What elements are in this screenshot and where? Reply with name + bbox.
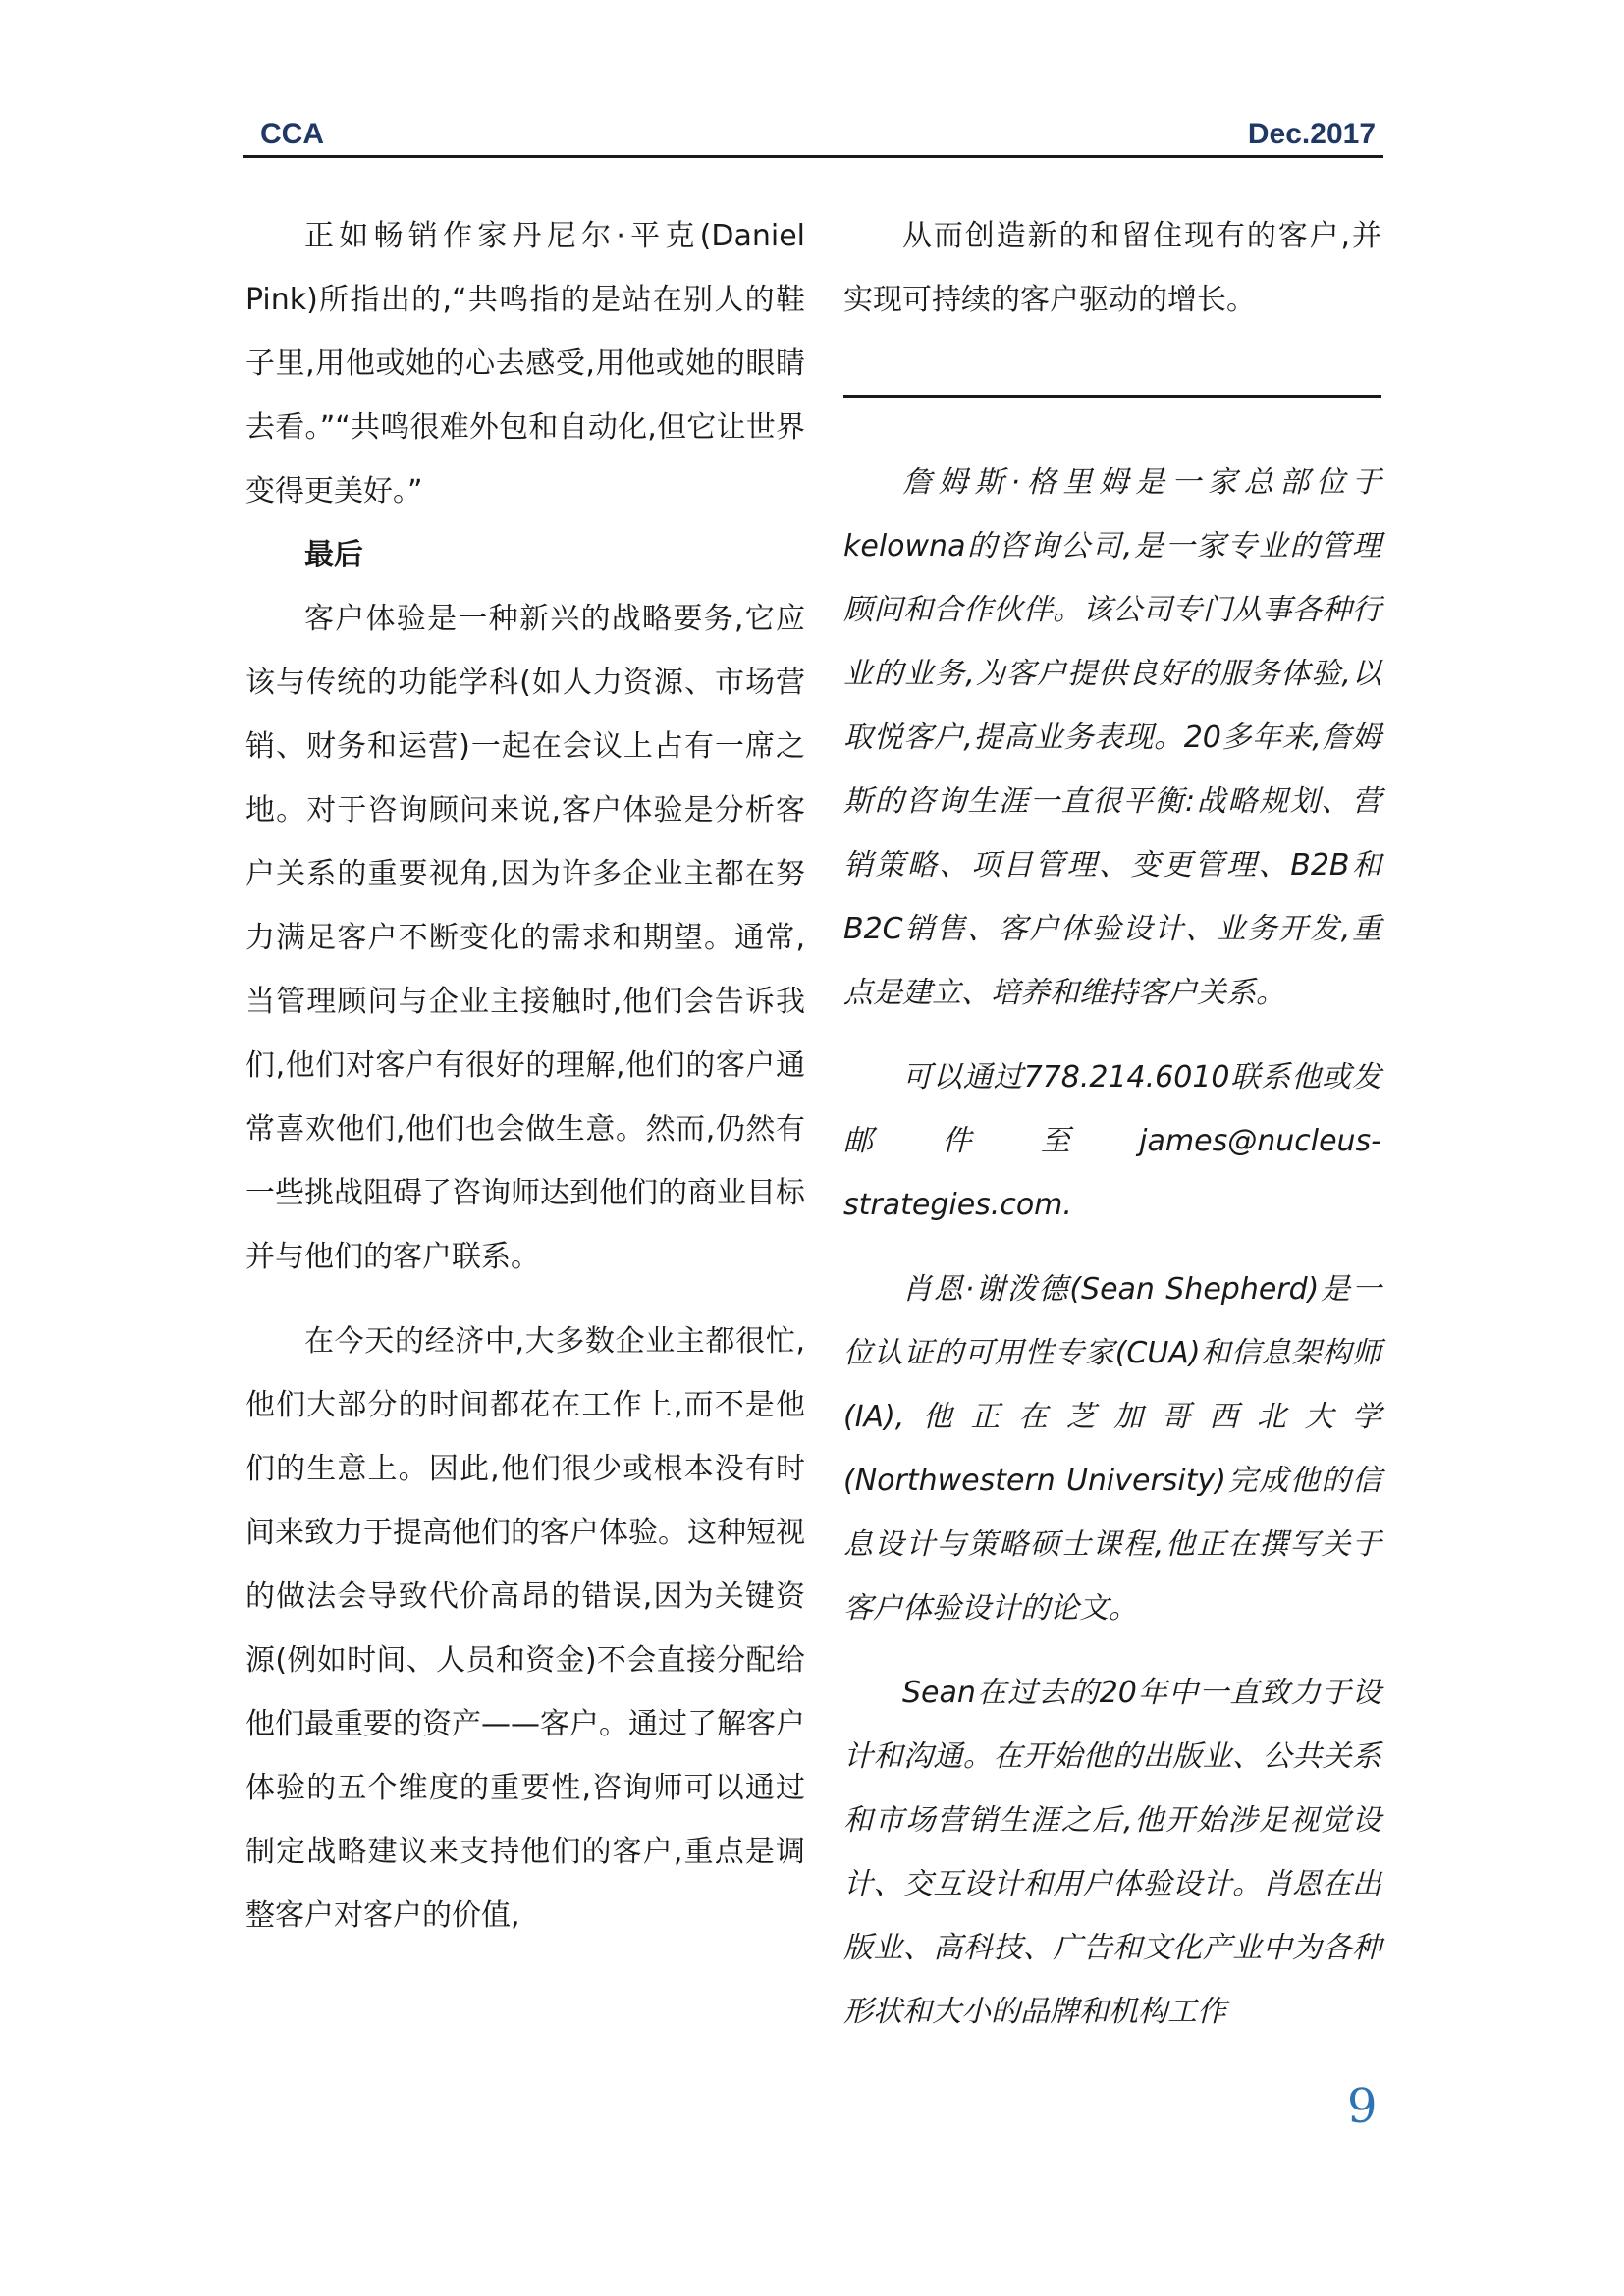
paragraph-empathy-quote: 正如畅销作家丹尼尔·平克(Daniel Pink)所指出的,“共鸣指的是站在别人的鞋子里,用他或她的心去感受,用他或她的眼睛去看。”“共鸣很难外包和自动化,但它让世界变得更美好。” <box>245 219 805 508</box>
bio-sean: 肖恩·谢泼德(Sean Shepherd)是一位认证的可用性专家(CUA)和信息架构师(IA),他正在芝加哥西北大学(Northwestern University)完成他的信息设计与策略硕士课程,他正在撰写关于客户体验设计的论文。 <box>843 1272 1381 1626</box>
paragraph-continuation: 从而创造新的和留住现有的客户,并实现可持续的客户驱动的增长。 <box>843 219 1381 317</box>
left-column <box>245 204 805 1948</box>
right-column <box>843 204 1381 2044</box>
paragraph-gap <box>245 1289 805 1309</box>
paragraph-gap <box>843 1237 1381 1257</box>
page-header <box>243 116 1383 158</box>
paragraph-gap <box>843 1640 1381 1661</box>
paragraph-customer-experience: 客户体验是一种新兴的战略要务,它应该与传统的功能学科(如人力资源、市场营销、财务和运营)一起在会议上占有一席之地。对于咨询顾问来说,客户体验是分析客户关系的重要视角,因为许多企业主都在努力满足客户不断变化的需求和期望。通常,当管理顾问与企业主接触时,他们会告诉我们,他们对客户有很好的理解,他们的客户通常喜欢他们,他们也会做生意。然而,仍然有一些挑战阻碍了咨询师达到他们的商业目标并与他们的客户联系。 <box>245 602 805 1274</box>
author-divider <box>843 395 1381 398</box>
paragraph-economy: 在今天的经济中,大多数企业主都很忙,他们大部分的时间都花在工作上,而不是他们的生意上。因此,他们很少或根本没有时间来致力于提高他们的客户体验。这种短视的做法会导致代价高昂的错误,因为关键资源(例如时间、人员和资金)不会直接分配给他们最重要的资产——客户。通过了解客户体验的五个维度的重要性,咨询师可以通过制定战略建议来支持他们的客户,重点是调整客户对客户的价值, <box>245 1324 805 1933</box>
bio-james-contact: 可以通过778.214.6010联系他或发邮件至james@nucleus-strategies.com. <box>843 1060 1381 1222</box>
page-number: 9 <box>1347 2079 1378 2134</box>
section-heading-conclusion: 最后 <box>304 538 363 572</box>
bio-james: 詹姆斯·格里姆是一家总部位于kelowna的咨询公司,是一家专业的管理顾问和合作伙伴。该公司专门从事各种行业的业务,为客户提供良好的服务体验,以取悦客户,提高业务表现。20多年来,詹姆斯的咨询生涯一直很平衡:战略规划、营销策略、项目管理、变更管理、B2B和B2C销售、客户体验设计、业务开发,重点是建立、培养和维持客户关系。 <box>843 465 1381 1010</box>
header-date: Dec.2017 <box>1247 118 1376 150</box>
bio-sean-career: Sean在过去的20年中一直致力于设计和沟通。在开始他的出版业、公共关系和市场营销生涯之后,他开始涉足视觉设计、交互设计和用户体验设计。肖恩在出版业、高科技、广告和文化产业中为各种形状和大小的品牌和机构工作 <box>843 1676 1381 2029</box>
header-publication: CCA <box>260 118 324 150</box>
paragraph-gap <box>843 1025 1381 1045</box>
